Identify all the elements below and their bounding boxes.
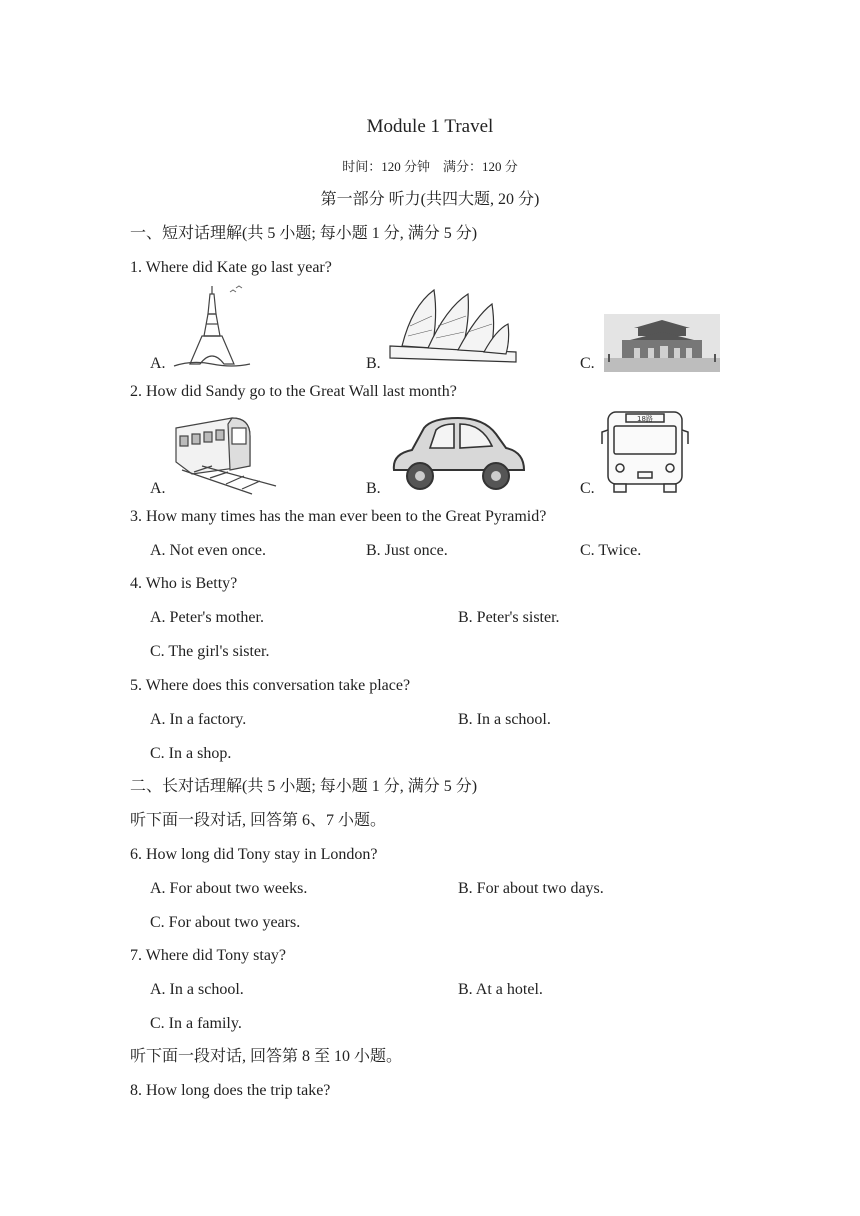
- q2-option-a-label: A.: [150, 480, 166, 497]
- q3-option-c: C. Twice.: [580, 542, 642, 559]
- q7-option-a: A. In a school.: [150, 981, 244, 998]
- q7-option-c: C. In a family.: [150, 1015, 242, 1032]
- question-8: 8. How long does the trip take?: [130, 1082, 331, 1099]
- sydney-opera-house-icon: [388, 286, 518, 364]
- q3-option-a: A. Not even once.: [150, 542, 266, 559]
- q7-option-b: B. At a hotel.: [458, 981, 543, 998]
- q5-option-b: B. In a school.: [458, 711, 551, 728]
- q3-option-b: B. Just once.: [366, 542, 448, 559]
- q1-option-b-label: B.: [366, 355, 381, 372]
- car-icon: [388, 414, 528, 496]
- bus-icon: [600, 406, 690, 496]
- question-5: 5. Where does this conversation take place?: [130, 677, 411, 694]
- q6-option-c: C. For about two years.: [150, 914, 301, 931]
- q6-option-b: B. For about two days.: [458, 880, 604, 897]
- section-heading-2: 二、长对话理解(共 5 小题; 每小题 1 分, 满分 5 分): [130, 778, 478, 795]
- question-2: 2. How did Sandy go to the Great Wall last month?: [130, 383, 457, 400]
- q4-option-b: B. Peter's sister.: [458, 609, 560, 626]
- question-7: 7. Where did Tony stay?: [130, 947, 287, 964]
- q1-option-a-label: A.: [150, 355, 166, 372]
- question-3: 3. How many times has the man ever been to the Great Pyramid?: [130, 508, 547, 525]
- train-icon: [172, 414, 282, 496]
- q2-option-c-label: C.: [580, 480, 595, 497]
- question-6: 6. How long did Tony stay in London?: [130, 846, 378, 863]
- question-4: 4. Who is Betty?: [130, 575, 238, 592]
- part-heading: 第一部分 听力(共四大题, 20 分): [320, 191, 540, 208]
- exam-meta: 时间：120 分钟 满分：120 分: [342, 159, 518, 174]
- q1-option-c-label: C.: [580, 355, 595, 372]
- q5-option-c: C. In a shop.: [150, 745, 232, 762]
- q2-option-b-label: B.: [366, 480, 381, 497]
- tiananmen-gate-icon: [604, 314, 720, 372]
- q4-option-c: C. The girl's sister.: [150, 643, 270, 660]
- question-1: 1. Where did Kate go last year?: [130, 259, 332, 276]
- bus-number: 18路: [637, 415, 653, 423]
- q5-option-a: A. In a factory.: [150, 711, 247, 728]
- q6-option-a: A. For about two weeks.: [150, 880, 308, 897]
- eiffel-tower-icon: [172, 284, 252, 370]
- section-heading-1: 一、短对话理解(共 5 小题; 每小题 1 分, 满分 5 分): [130, 225, 478, 242]
- instruction-2: 听下面一段对话, 回答第 8 至 10 小题。: [130, 1048, 403, 1065]
- page-title: Module 1 Travel: [366, 116, 494, 137]
- instruction-1: 听下面一段对话, 回答第 6、7 小题。: [130, 812, 387, 829]
- q4-option-a: A. Peter's mother.: [150, 609, 264, 626]
